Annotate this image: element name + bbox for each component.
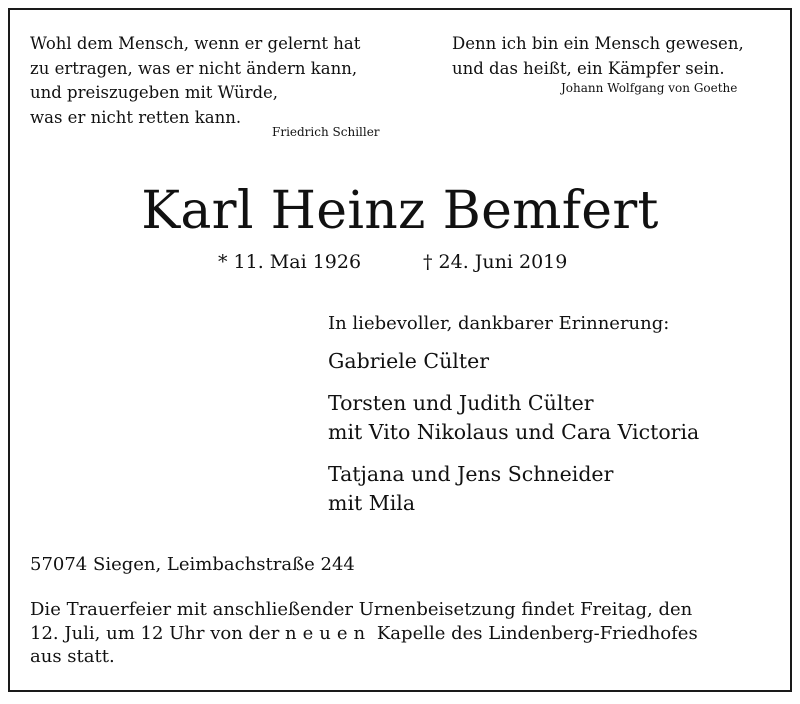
birth-date: * 11. Mai 1926 (218, 251, 362, 273)
schiller-quote (30, 32, 360, 130)
goethe-quote (452, 32, 744, 81)
funeral-notice (30, 598, 698, 669)
funeral-text: Kapelle des Lindenberg-Friedhofes (371, 622, 698, 644)
quote-line: und das heißt, ein Kämpfer sein. (452, 58, 725, 78)
mourner-group (328, 460, 699, 519)
spaced-word: neuen (285, 622, 372, 644)
goethe-quote-author: Johann Wolfgang von Goethe (561, 81, 738, 95)
mourner-group (328, 389, 699, 448)
mourner-line: Tatjana und Jens Schneider (328, 461, 614, 486)
mourners-list (328, 347, 699, 531)
death-date: † 24. Juni 2019 (423, 251, 568, 273)
schiller-quote-author: Friedrich Schiller (272, 125, 380, 139)
mourner-group (328, 347, 699, 377)
quote-line: zu ertragen, was er nicht ändern kann, (30, 58, 358, 78)
mourner-line: mit Mila (328, 491, 416, 515)
mourner-line: Torsten und Judith Cülter (328, 390, 594, 415)
deceased-name: Karl Heinz Bemfert (141, 181, 659, 241)
mourner-line: Gabriele Cülter (328, 349, 490, 373)
family-address: 57074 Siegen, Leimbachstraße 244 (30, 554, 355, 575)
quote-line: was er nicht retten kann. (30, 107, 242, 127)
quote-line: Denn ich bin ein Mensch gewesen, (452, 34, 744, 53)
quote-line: und preiszugeben mit Würde, (30, 83, 279, 102)
funeral-line: Die Trauerfeier mit anschließender Urnenbeisetzung findet Freitag, den (30, 599, 693, 620)
remembrance-intro: In liebevoller, dankbarer Erinnerung: (328, 313, 670, 334)
mourner-line: mit Vito Nikolaus und Cara Victoria (328, 420, 700, 444)
funeral-line (30, 622, 698, 646)
quote-line: Wohl dem Mensch, wenn er gelernt hat (30, 34, 361, 53)
funeral-line: aus statt. (30, 646, 115, 667)
funeral-text: 12. Juli, um 12 Uhr von der (30, 622, 286, 644)
